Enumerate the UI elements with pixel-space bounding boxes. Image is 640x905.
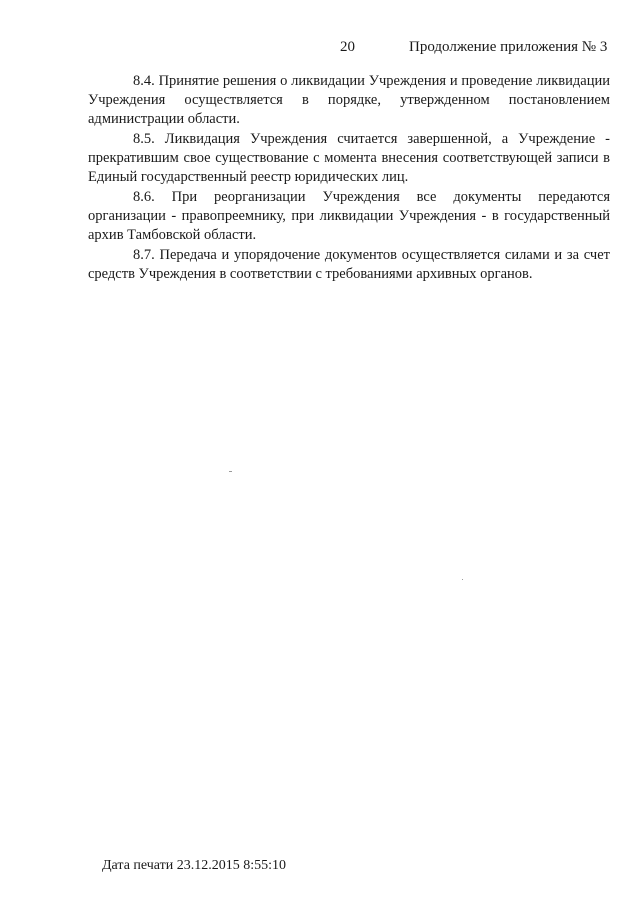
scan-speck bbox=[462, 579, 463, 580]
appendix-continuation-title: Продолжение приложения № 3 bbox=[409, 39, 608, 55]
section-8-4: 8.4. Принятие решения о ликвидации Учреждения и проведение ликвидации Учреждения осуществляется в порядке, утвержденном постановлением администрации области. bbox=[88, 73, 610, 127]
section-8-5: 8.5. Ликвидация Учреждения считается завершенной, а Учреждение - прекратившим свое существование с момента внесения соответствующей записи в Единый государственный реестр юридических лиц. bbox=[88, 131, 610, 185]
document-body bbox=[88, 72, 610, 285]
print-date: Дата печати 23.12.2015 8:55:10 bbox=[102, 858, 287, 873]
section-8-7: 8.7. Передача и упорядочение документов осуществляется силами и за счет средств Учреждения в соответствии с требованиями архивных органов. bbox=[88, 247, 610, 282]
scan-speck bbox=[229, 471, 232, 472]
section-8-6: 8.6. При реорганизации Учреждения все документы передаются организации - правопреемнику, при ликвидации Учреждения - в государственный архив Тамбовской области. bbox=[88, 189, 610, 243]
page-number: 20 bbox=[340, 39, 355, 55]
